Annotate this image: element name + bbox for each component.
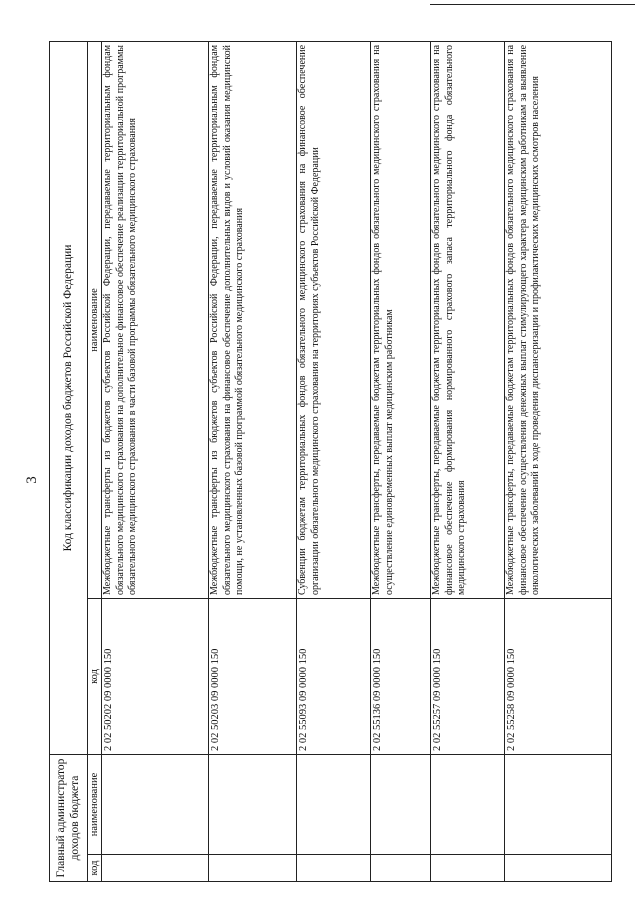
classification-name-cell: Межбюджетные трансферты, передаваемые бюджетам территориальных фондов обязательного медицинского страхования на осуществление единовременных выплат медицинским работникам [371, 41, 431, 598]
classification-code-cell: 2 02 55136 09 0000 150 [371, 598, 431, 754]
header-rule [430, 4, 635, 5]
page-number: 3 [24, 476, 40, 484]
admin-name-cell [209, 754, 297, 854]
admin-name-cell [371, 754, 431, 854]
classification-name-cell: Межбюджетные трансферты из бюджетов субъектов Российской Федерации, передаваемые территориальным фондам обязательного медицинского страхования на дополнительное финансовое обеспечение реализации территориальной программы обязательного медицинского страхования в части базовой программы обязательного медицинского страхования [102, 41, 209, 598]
classification-code-cell: 2 02 55257 09 0000 150 [431, 598, 505, 754]
admin-name-cell [297, 754, 371, 854]
classification-name-cell: Субвенции бюджетам территориальных фондов обязательного медицинского страхования на финансовое обеспечение организации обязательного медицинского страхования на территориях субъектов Российской Федерации [297, 41, 371, 598]
admin-code-cell [209, 855, 297, 882]
classification-code-cell: 2 02 50202 09 0000 150 [102, 598, 209, 754]
table-row [102, 41, 209, 881]
classification-name-cell: Межбюджетные трансферты, передаваемые бюджетам территориальных фондов обязательного медицинского страхования на финансовое обеспечение формирования нормированного страхового запаса территориального фонда обязательного медицинского страхования [431, 41, 505, 598]
classification-name-cell: Межбюджетные трансферты, передаваемые бюджетам территориальных фондов обязательного медицинского страхования на финансовое обеспечение осуществления денежных выплат стимулирующего характера медицинским работникам за выявление онкологических заболеваний в ходе проведения диспансеризации и профилактических медицинских осмотров населения [505, 41, 612, 598]
admin-group-header: Главный администратор доходов бюджета [50, 754, 88, 881]
admin-code-cell [371, 855, 431, 882]
col-class-name-header: наименование [88, 41, 102, 598]
admin-name-cell [102, 754, 209, 854]
table-row [297, 41, 371, 881]
classification-group-header: Код классификации доходов бюджетов Российской Федерации [50, 41, 88, 754]
admin-code-cell [505, 855, 612, 882]
admin-name-cell [431, 754, 505, 854]
admin-code-cell [431, 855, 505, 882]
col-class-code-header: код [88, 598, 102, 754]
admin-name-cell [505, 754, 612, 854]
table-column-header-row [88, 41, 102, 881]
admin-code-cell [297, 855, 371, 882]
classification-code-cell: 2 02 50203 09 0000 150 [209, 598, 297, 754]
table-row [505, 41, 612, 881]
col-admin-name-header: наименование [88, 754, 102, 854]
table-group-header-row [50, 41, 88, 881]
admin-code-cell [102, 855, 209, 882]
classification-code-cell: 2 02 55093 09 0000 150 [297, 598, 371, 754]
table-row [431, 41, 505, 881]
classification-code-cell: 2 02 55258 09 0000 150 [505, 598, 612, 754]
table-row [209, 41, 297, 881]
revenue-classification-table [49, 41, 612, 882]
classification-name-cell: Межбюджетные трансферты из бюджетов субъектов Российской Федерации, передаваемые территориальным фондам обязательного медицинского страхования на финансовое обеспечение дополнительных видов и условий оказания медицинской помощи, не установленных базовой программой обязательного медицинского страхования [209, 41, 297, 598]
col-admin-code-header: код [88, 855, 102, 882]
table-row [371, 41, 431, 881]
rotated-table-wrapper [49, 42, 609, 882]
